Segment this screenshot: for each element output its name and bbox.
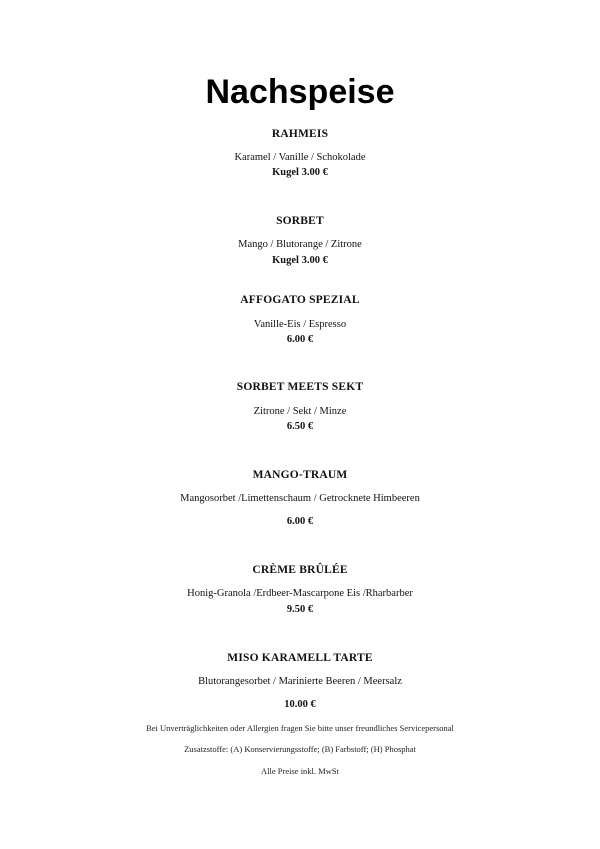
page-title: Nachspeise — [205, 73, 395, 111]
dish-name: MANGO-TRAUM — [252, 469, 348, 481]
dish-name: SORBET MEETS SEKT — [236, 381, 364, 393]
dish-name: CRÈME BRÛLÉE — [252, 564, 348, 576]
dish-description: Karamel / Vanille / Schokolade — [234, 152, 366, 163]
dish-price: 6.00 € — [286, 516, 314, 527]
dish-name: MISO KARAMELL TARTE — [227, 652, 373, 664]
dish-name: RAHMEIS — [271, 128, 329, 140]
dish-description: Honig-Granola /Erdbeer-Mascarpone Eis /Rharbarber — [187, 588, 413, 599]
additives-note: Zusatzstoffe: (A) Konservierungsstoffe; (B) Farbstoff; (H) Phosphat — [184, 744, 416, 754]
allergy-note: Bei Unverträglichkeiten oder Allergien fragen Sie bitte unser freundliches Servicepersonal — [146, 723, 454, 733]
dish-description: Mangosorbet /Limettenschaum / Getrocknete Himbeeren — [180, 493, 420, 504]
dish-name: SORBET — [276, 215, 324, 227]
dish-price: 10.00 € — [284, 699, 316, 710]
dish-price: Kugel 3.00 € — [272, 255, 328, 266]
dish-price: Kugel 3.00 € — [272, 167, 328, 178]
dish-description: Zitrone / Sekt / Minze — [253, 406, 347, 417]
dish-name: AFFOGATO SPEZIAL — [240, 294, 360, 306]
dish-price: 6.50 € — [286, 421, 314, 432]
dish-description: Blutorangesorbet / Marinierte Beeren / Meersalz — [198, 676, 402, 687]
vat-note: Alle Preise inkl. MwSt — [261, 766, 339, 776]
dish-price: 6.00 € — [286, 334, 314, 345]
dish-price: 9.50 € — [286, 604, 314, 615]
dish-description: Mango / Blutorange / Zitrone — [238, 239, 362, 250]
dish-description: Vanille-Eis / Espresso — [253, 319, 347, 330]
